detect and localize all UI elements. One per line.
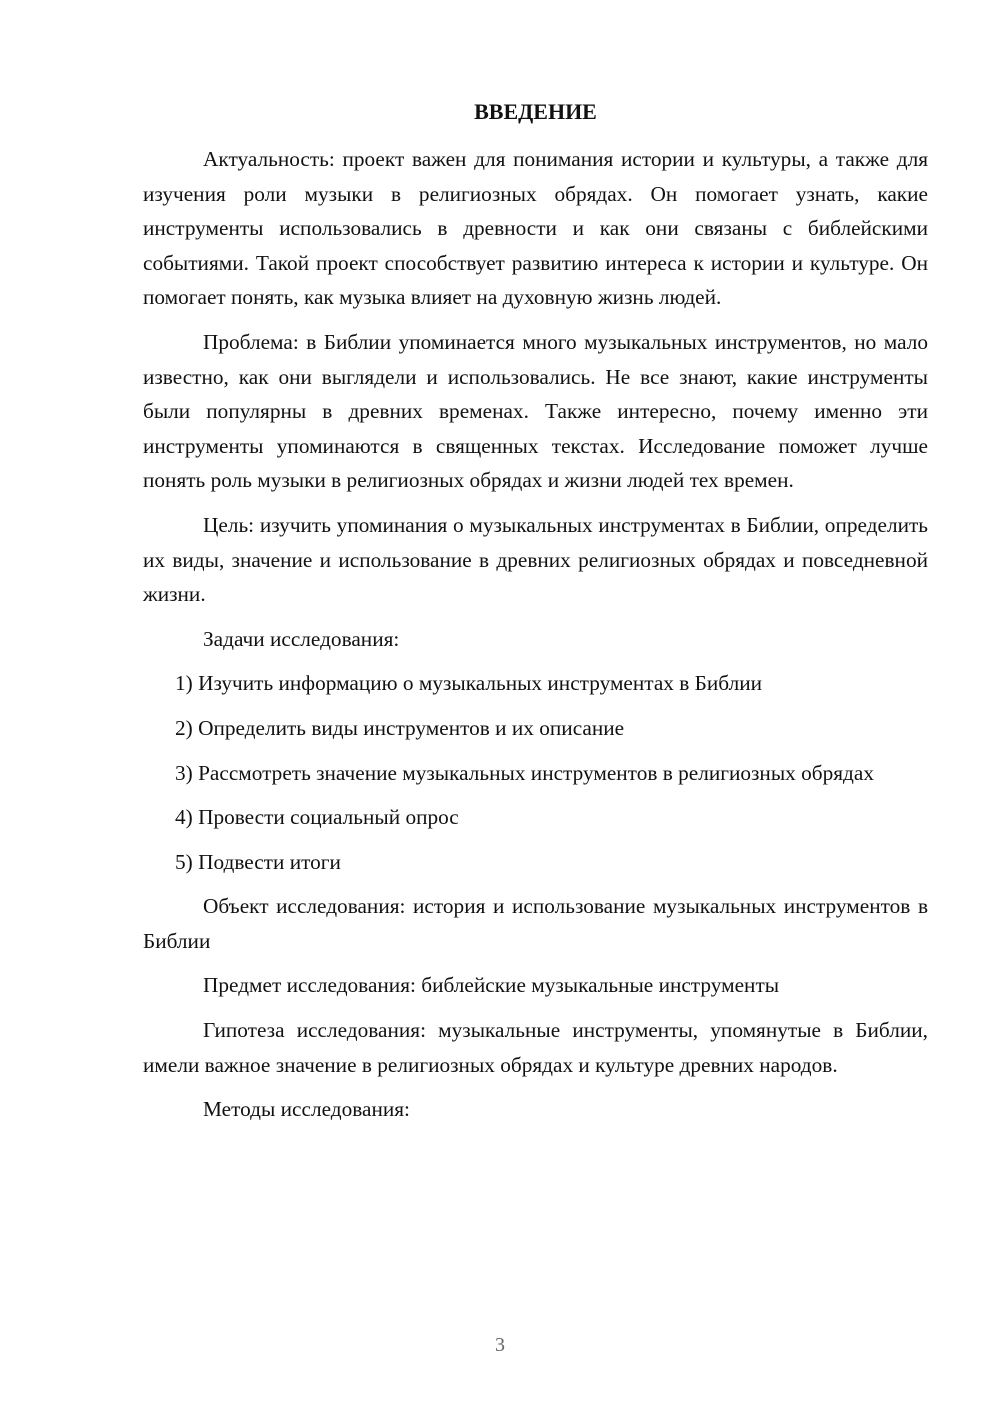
paragraph-problem: Проблема: в Библии упоминается много музыкальных инструментов, но мало известно, как они выглядели и использовались. Не все знают, какие инструменты были популярны в древних временах. Также интересно, почему именно эти инструменты упоминаются в священных текстах. Исследование поможет лучше понять роль музыки в религиозных обрядах и жизни людей тех времен.: [143, 329, 928, 493]
paragraph-hypothesis: Гипотеза исследования: музыкальные инструменты, упомянутые в Библии, имели важное значение в религиозных обрядах и культуре древних народов.: [143, 1018, 928, 1077]
page-number: 3: [495, 1334, 505, 1356]
methods-heading: Методы исследования:: [203, 1097, 410, 1122]
section-title: ВВЕДЕНИЕ: [474, 99, 597, 124]
task-item-3: 3) Рассмотреть значение музыкальных инструментов в религиозных обрядах: [175, 760, 874, 785]
task-item-2: 2) Определить виды инструментов и их описание: [175, 715, 625, 740]
tasks-heading: Задачи исследования:: [203, 626, 400, 651]
task-item-4: 4) Провести социальный опрос: [175, 805, 459, 830]
paragraph-relevance: Актуальность: проект важен для понимания истории и культуры, а также для изучения роли музыки в религиозных обрядах. Он помогает узнать, какие инструменты использовались в древности и как они связаны с библейскими событиями. Такой проект способствует развитию интереса к истории и культуре. Он помогает понять, как музыка влияет на духовную жизнь людей.: [143, 147, 928, 310]
task-item-5: 5) Подвести итоги: [175, 849, 341, 874]
document-page: [143, 96, 928, 1137]
paragraph-object: Объект исследования: история и использование музыкальных инструментов в Библии: [143, 894, 928, 953]
task-item-1: 1) Изучить информацию о музыкальных инструментах в Библии: [175, 671, 762, 696]
paragraph-goal: Цель: изучить упоминания о музыкальных инструментах в Библии, определить их виды, значение и использование в древних религиозных обрядах и повседневной жизни.: [143, 512, 928, 607]
paragraph-subject: Предмет исследования: библейские музыкальные инструменты: [203, 973, 780, 998]
